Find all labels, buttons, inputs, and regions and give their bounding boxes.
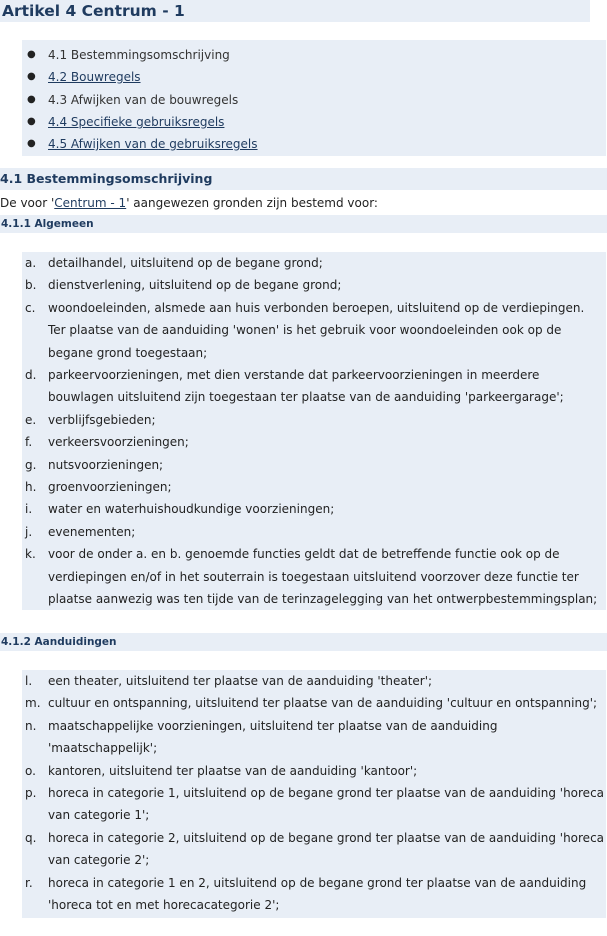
list-item-letter: i. — [25, 502, 33, 517]
list-item-text: bouwlagen uitsluitend zijn toegestaan ter plaatse van de aanduiding 'parkeergarage'; — [48, 390, 564, 405]
page-title: Artikel 4 Centrum - 1 — [2, 2, 185, 20]
list-item-letter: r. — [25, 875, 33, 890]
list-item-text: plaatse aanwezig was ten tijde van de terinzagelegging van het ontwerpbestemmingsplan; — [48, 591, 598, 606]
list-item-text: maatschappelijke voorzieningen, uitsluitend ter plaatse van de aanduiding — [48, 718, 498, 733]
list-item-text: van categorie 2'; — [48, 853, 150, 868]
toc-link[interactable]: 4.5 Afwijken van de gebruiksregels — [48, 137, 258, 151]
list-item-text: horeca in categorie 1, uitsluitend op de begane grond ter plaatse van de aanduiding 'horeca — [48, 786, 605, 800]
list-item-letter: e. — [25, 412, 37, 427]
list-item-text: parkeervoorzieningen, met dien verstande dat parkeervoorzieningen in meerdere — [48, 368, 540, 382]
item-list-aanduidingen — [22, 670, 606, 918]
list-item-text: water en waterhuishoudkundige voorzieningen; — [48, 502, 335, 517]
section-title: 4.1 Bestemmingsomschrijving — [0, 171, 213, 186]
list-item-text: voor de onder a. en b. genoemde functies geldt dat de betreffende functie ook op de — [48, 547, 560, 562]
list-item-letter: q. — [25, 830, 37, 845]
item-list-algemeen — [22, 252, 606, 610]
intro-text-after: ' aangewezen gronden zijn bestemd voor: — [126, 196, 378, 210]
toc-link[interactable]: 4.4 Specifieke gebruiksregels — [48, 115, 225, 129]
list-item-text: verdiepingen en/of in het souterrain is toegestaan uitsluitend voorzover deze functie ter — [48, 569, 579, 584]
list-item-text: dienstverlening, uitsluitend op de begane grond; — [48, 278, 342, 293]
list-item-letter: d. — [25, 368, 37, 382]
list-item-text: Ter plaatse van de aanduiding 'wonen' is het gebruik voor woondoeleinden ook op de — [48, 323, 562, 338]
list-item-letter: j. — [25, 524, 33, 539]
bullet-icon: ● — [27, 138, 36, 149]
list-item-letter: g. — [25, 457, 37, 472]
list-item-letter: l. — [25, 674, 33, 688]
section-intro — [0, 193, 378, 213]
list-item-text: woondoeleinden, alsmede aan huis verbonden beroepen, uitsluitend op de verdiepingen. — [48, 300, 585, 315]
list-item-text: van categorie 1'; — [48, 808, 150, 823]
list-item-text: horeca in categorie 2, uitsluitend op de begane grond ter plaatse van de aanduiding 'horeca — [48, 830, 605, 845]
list-item-text: kantoren, uitsluitend ter plaatse van de aanduiding 'kantoor'; — [48, 763, 418, 778]
list-item-text: begane grond toegestaan; — [48, 345, 208, 360]
subsection-title: 4.1.2 Aanduidingen — [1, 636, 117, 648]
list-item-letter: k. — [25, 547, 36, 562]
list-item-letter: m. — [25, 696, 41, 711]
list-item-text: verkeersvoorzieningen; — [48, 435, 189, 450]
list-item-text: horeca in categorie 1 en 2, uitsluitend op de begane grond ter plaatse van de aanduiding — [48, 875, 587, 890]
bullet-icon: ● — [27, 71, 36, 82]
list-item-text: detailhandel, uitsluitend op de begane grond; — [48, 256, 323, 270]
bullet-icon: ● — [27, 49, 36, 60]
bullet-icon: ● — [27, 116, 36, 127]
list-item-letter: p. — [25, 786, 37, 800]
list-item-letter: h. — [25, 480, 37, 494]
bullet-icon: ● — [27, 94, 36, 105]
intro-text-before: De voor ' — [0, 196, 55, 210]
toc-link[interactable]: 4.2 Bouwregels — [48, 70, 141, 84]
toc-label: 4.3 Afwijken van de bouwregels — [48, 93, 239, 107]
list-item-letter: a. — [25, 256, 37, 270]
list-item-text: 'maatschappelijk'; — [48, 741, 158, 756]
list-item-letter: c. — [25, 300, 36, 315]
table-of-contents — [22, 40, 606, 156]
list-item-letter: o. — [25, 763, 36, 778]
subsection-title: 4.1.1 Algemeen — [1, 218, 94, 230]
list-item-letter: n. — [25, 718, 37, 733]
list-item-text: nutsvoorzieningen; — [48, 457, 164, 472]
list-item-text: een theater, uitsluitend ter plaatse van de aanduiding 'theater'; — [48, 674, 433, 688]
list-item-letter: f. — [25, 435, 33, 450]
list-item-text: verblijfsgebieden; — [48, 412, 156, 427]
list-item-text: evenementen; — [48, 524, 136, 539]
list-item-text: cultuur en ontspanning, uitsluitend ter plaatse van de aanduiding 'cultuur en ontspanning'; — [48, 696, 598, 711]
list-item-text: 'horeca tot en met horecacategorie 2'; — [48, 897, 280, 912]
intro-link[interactable]: Centrum - 1 — [54, 196, 127, 210]
toc-label: 4.1 Bestemmingsomschrijving — [48, 48, 230, 62]
list-item-letter: b. — [25, 278, 37, 293]
list-item-text: groenvoorzieningen; — [48, 480, 172, 494]
